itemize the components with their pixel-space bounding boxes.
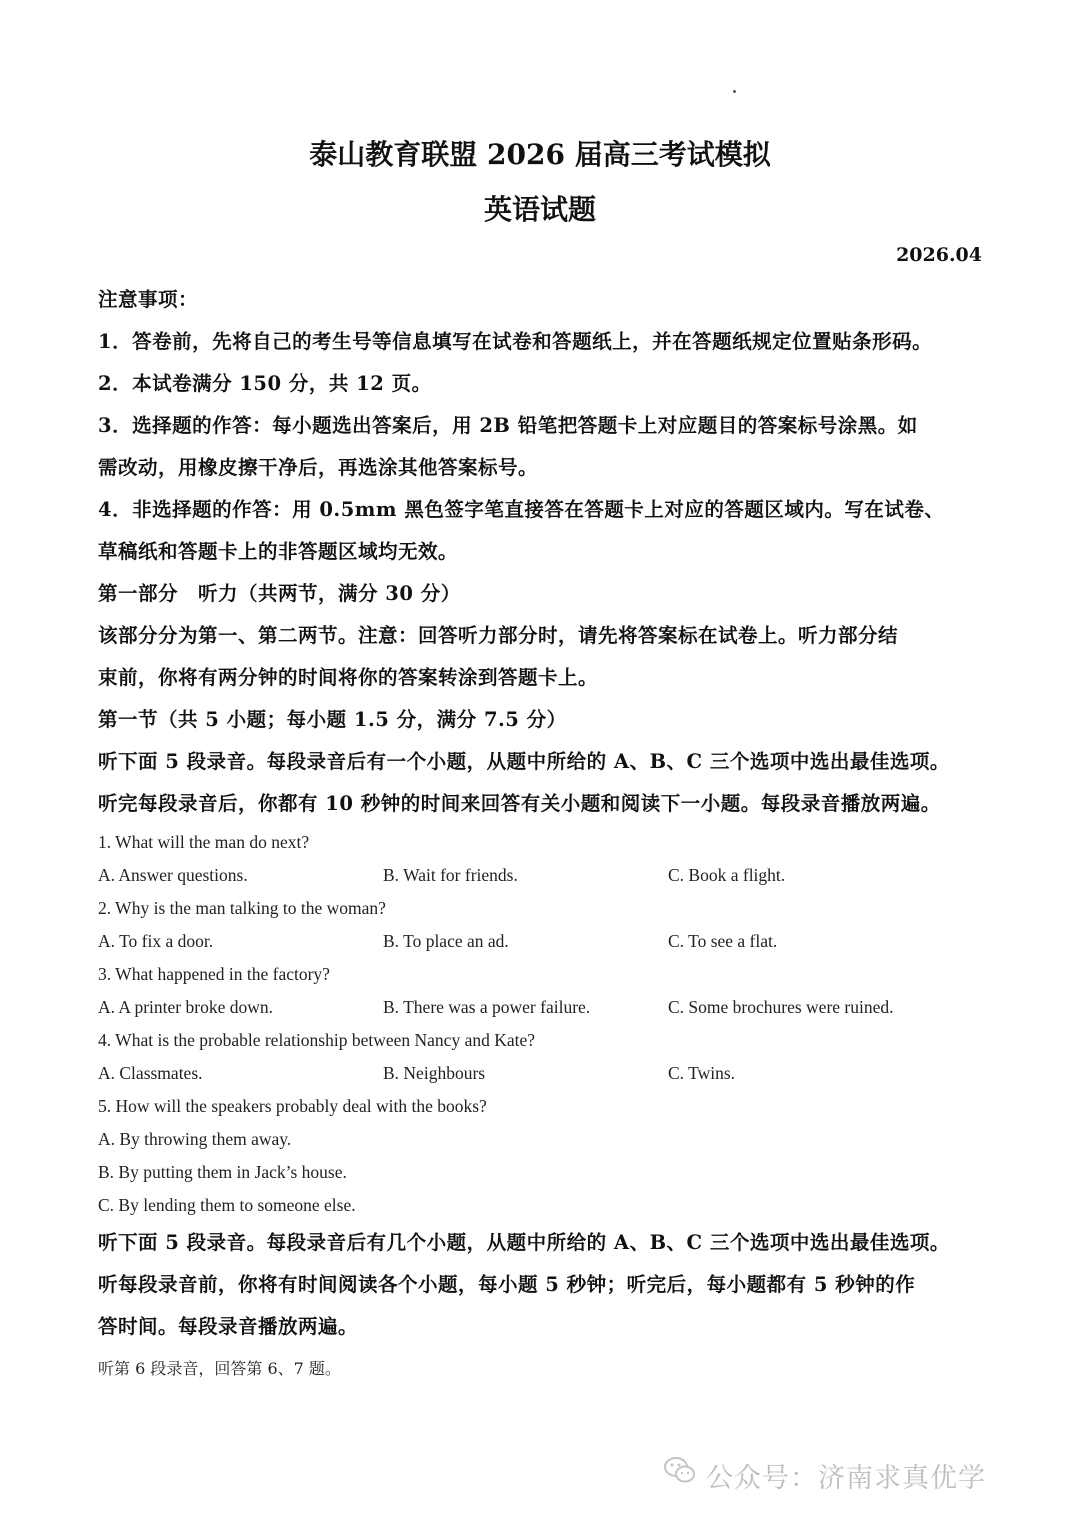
section2-instruction: 听每段录音前，你将有时间阅读各个小题，每小题 5 秒钟；听完后，每小题都有 5 秒钟的作 [98,1273,916,1296]
section2-instruction: 答时间。每段录音播放两遍。 [98,1315,359,1338]
option-b: B. There was a power failure. [383,997,591,1017]
option-a: A. Classmates. [98,1063,203,1083]
option-c: C. To see a flat. [668,931,778,951]
notice-line: 2．本试卷满分 150 分，共 12 页。 [98,372,432,395]
option-a: A. A printer broke down. [98,997,273,1017]
question-4: 4. What is the probable relationship between Nancy and Kate? [98,1030,536,1050]
part1-intro: 该部分分为第一、第二两节。注意：回答听力部分时，请先将答案标在试卷上。听力部分结 [98,624,899,647]
wechat-icon [664,1456,696,1486]
option-c: C. Twins. [668,1063,736,1083]
question-3: 3. What happened in the factory? [98,964,330,984]
notice-line: 4．非选择题的作答：用 0.5mm 黑色签字笔直接答在答题卡上对应的答题区域内。写在试卷、 [98,498,945,521]
part1-heading: 第一部分 听力（共两节，满分 30 分） [98,582,461,605]
notice-line: 1．答卷前，先将自己的考生号等信息填写在试卷和答题纸上，并在答题纸规定位置贴条形码。 [98,330,933,353]
exam-subject: 英语试题 [483,193,596,226]
option-a: A. By throwing them away. [98,1129,292,1149]
section2-sub-instruction: 听第 6 段录音，回答第 6、7 题。 [98,1359,341,1378]
option-b: B. Neighbours [383,1063,486,1083]
option-c: C. Book a flight. [668,865,786,885]
question-5: 5. How will the speakers probably deal with the books? [98,1096,487,1116]
option-a: A. To fix a door. [98,931,214,951]
scan-speck [733,90,736,93]
part1-intro: 束前，你将有两分钟的时间将你的答案转涂到答题卡上。 [98,666,599,689]
option-c: C. By lending them to someone else. [98,1195,356,1215]
section1-instruction: 听完每段录音后，你都有 10 秒钟的时间来回答有关小题和阅读下一小题。每段录音播放两遍。 [98,792,941,815]
section1-instruction: 听下面 5 段录音。每段录音后有一个小题，从题中所给的 A、B、C 三个选项中选出最佳选项。 [98,750,950,773]
notice-line: 需改动，用橡皮擦干净后，再选涂其他答案标号。 [98,456,539,479]
option-b: B. Wait for friends. [383,865,518,885]
notice-line: 草稿纸和答题卡上的非答题区域均无效。 [98,540,459,563]
option-a: A. Answer questions. [98,865,248,885]
exam-date: 2026.04 [896,244,982,266]
option-c: C. Some brochures were ruined. [668,997,894,1017]
question-1: 1. What will the man do next? [98,832,310,852]
section1-heading: 第一节（共 5 小题；每小题 1.5 分，满分 7.5 分） [98,708,567,731]
exam-title: 泰山教育联盟 2026 届高三考试模拟 [309,138,771,171]
section2-instruction: 听下面 5 段录音。每段录音后有几个小题，从题中所给的 A、B、C 三个选项中选出最佳选项。 [98,1231,950,1254]
question-2: 2. Why is the man talking to the woman? [98,898,386,918]
notice-heading: 注意事项： [98,288,199,311]
notice-line: 3．选择题的作答：每小题选出答案后，用 2B 铅笔把答题卡上对应题目的答案标号涂黑。如 [98,414,918,437]
watermark-text: 公众号：济南求真优学 [706,1463,986,1494]
option-b: B. By putting them in Jack’s house. [98,1162,347,1182]
option-b: B. To place an ad. [383,931,509,951]
